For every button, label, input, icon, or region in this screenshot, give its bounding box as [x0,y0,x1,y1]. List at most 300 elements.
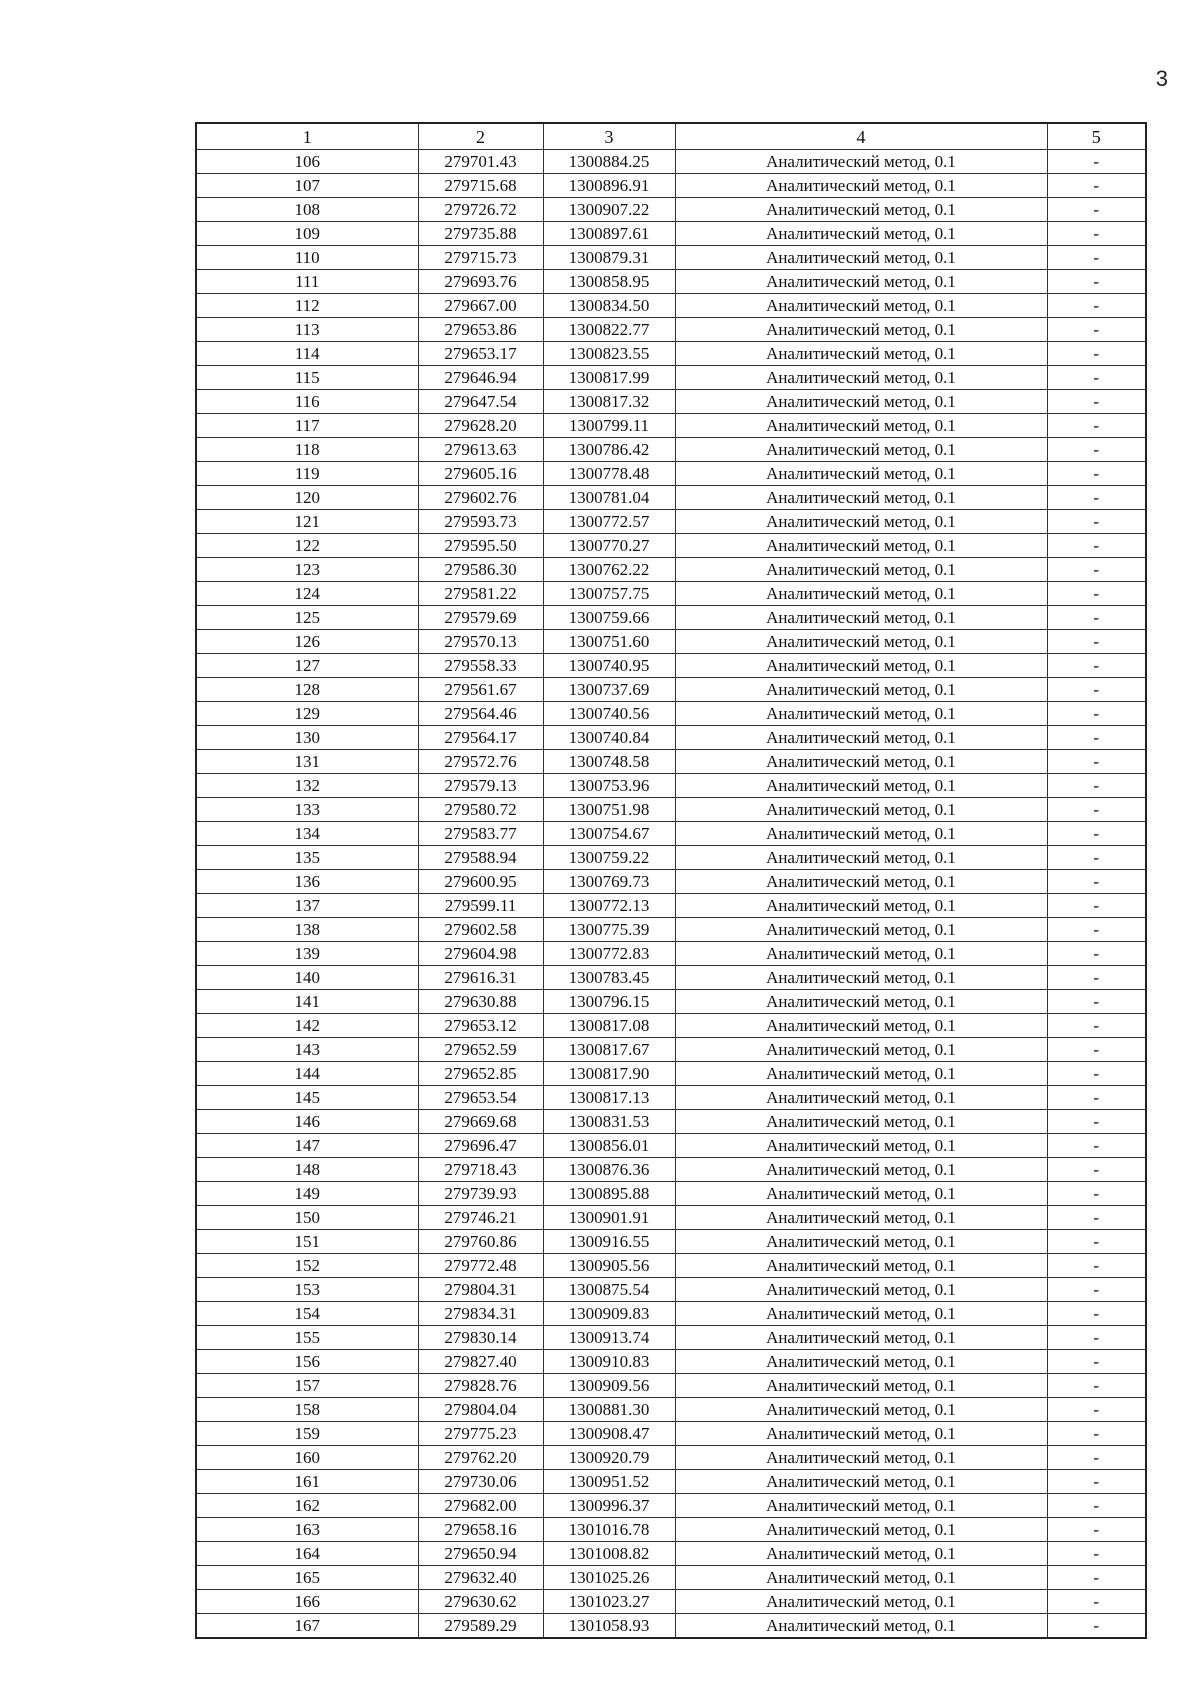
note-cell: - [1047,1230,1146,1254]
table-row [196,1182,1146,1206]
method-cell: Аналитический метод, 0.1 [675,1014,1047,1038]
table-row [196,1398,1146,1422]
point-number-cell: 125 [196,606,418,630]
method-cell: Аналитический метод, 0.1 [675,1326,1047,1350]
method-cell: Аналитический метод, 0.1 [675,414,1047,438]
y-coordinate-cell: 1300951.52 [543,1470,675,1494]
note-cell: - [1047,222,1146,246]
table-row [196,318,1146,342]
note-cell: - [1047,1086,1146,1110]
note-cell: - [1047,942,1146,966]
method-cell: Аналитический метод, 0.1 [675,846,1047,870]
y-coordinate-cell: 1300759.66 [543,606,675,630]
note-cell: - [1047,870,1146,894]
point-number-cell: 106 [196,150,418,174]
point-number-cell: 127 [196,654,418,678]
y-coordinate-cell: 1300769.73 [543,870,675,894]
x-coordinate-cell: 279669.68 [418,1110,543,1134]
note-cell: - [1047,150,1146,174]
y-coordinate-cell: 1300920.79 [543,1446,675,1470]
point-number-cell: 112 [196,294,418,318]
x-coordinate-cell: 279628.20 [418,414,543,438]
method-cell: Аналитический метод, 0.1 [675,486,1047,510]
note-cell: - [1047,486,1146,510]
x-coordinate-cell: 279570.13 [418,630,543,654]
y-coordinate-cell: 1300831.53 [543,1110,675,1134]
x-coordinate-cell: 279715.68 [418,174,543,198]
note-cell: - [1047,1470,1146,1494]
table-row [196,270,1146,294]
x-coordinate-cell: 279632.40 [418,1566,543,1590]
y-coordinate-cell: 1300817.90 [543,1062,675,1086]
note-cell: - [1047,1158,1146,1182]
note-cell: - [1047,990,1146,1014]
point-number-cell: 144 [196,1062,418,1086]
x-coordinate-cell: 279726.72 [418,198,543,222]
point-number-cell: 160 [196,1446,418,1470]
table-row [196,798,1146,822]
y-coordinate-cell: 1300796.15 [543,990,675,1014]
x-coordinate-cell: 279630.62 [418,1590,543,1614]
table-row [196,366,1146,390]
y-coordinate-cell: 1300740.84 [543,726,675,750]
point-number-cell: 114 [196,342,418,366]
y-coordinate-cell: 1300879.31 [543,246,675,270]
method-cell: Аналитический метод, 0.1 [675,1158,1047,1182]
point-number-cell: 164 [196,1542,418,1566]
method-cell: Аналитический метод, 0.1 [675,390,1047,414]
method-cell: Аналитический метод, 0.1 [675,1278,1047,1302]
x-coordinate-cell: 279653.86 [418,318,543,342]
table-row [196,990,1146,1014]
note-cell: - [1047,918,1146,942]
note-cell: - [1047,438,1146,462]
x-coordinate-cell: 279735.88 [418,222,543,246]
point-number-cell: 133 [196,798,418,822]
method-cell: Аналитический метод, 0.1 [675,246,1047,270]
y-coordinate-cell: 1300909.83 [543,1302,675,1326]
method-cell: Аналитический метод, 0.1 [675,702,1047,726]
x-coordinate-cell: 279580.72 [418,798,543,822]
x-coordinate-cell: 279653.54 [418,1086,543,1110]
y-coordinate-cell: 1300781.04 [543,486,675,510]
table-row [196,726,1146,750]
table-row [196,1446,1146,1470]
note-cell: - [1047,966,1146,990]
method-cell: Аналитический метод, 0.1 [675,678,1047,702]
note-cell: - [1047,774,1146,798]
table-row [196,1158,1146,1182]
method-cell: Аналитический метод, 0.1 [675,1590,1047,1614]
method-cell: Аналитический метод, 0.1 [675,870,1047,894]
x-coordinate-cell: 279564.46 [418,702,543,726]
coordinates-table [195,122,1147,1639]
x-coordinate-cell: 279696.47 [418,1134,543,1158]
method-cell: Аналитический метод, 0.1 [675,342,1047,366]
x-coordinate-cell: 279760.86 [418,1230,543,1254]
point-number-cell: 126 [196,630,418,654]
y-coordinate-cell: 1300876.36 [543,1158,675,1182]
table-row [196,510,1146,534]
y-coordinate-cell: 1300757.75 [543,582,675,606]
x-coordinate-cell: 279595.50 [418,534,543,558]
point-number-cell: 152 [196,1254,418,1278]
note-cell: - [1047,366,1146,390]
method-cell: Аналитический метод, 0.1 [675,1254,1047,1278]
method-cell: Аналитический метод, 0.1 [675,1422,1047,1446]
x-coordinate-cell: 279804.04 [418,1398,543,1422]
y-coordinate-cell: 1300786.42 [543,438,675,462]
point-number-cell: 156 [196,1350,418,1374]
table-row [196,150,1146,174]
y-coordinate-cell: 1300913.74 [543,1326,675,1350]
y-coordinate-cell: 1300905.56 [543,1254,675,1278]
point-number-cell: 117 [196,414,418,438]
y-coordinate-cell: 1300817.08 [543,1014,675,1038]
point-number-cell: 151 [196,1230,418,1254]
point-number-cell: 116 [196,390,418,414]
y-coordinate-cell: 1300996.37 [543,1494,675,1518]
note-cell: - [1047,1350,1146,1374]
method-cell: Аналитический метод, 0.1 [675,582,1047,606]
x-coordinate-cell: 279605.16 [418,462,543,486]
table-row [196,534,1146,558]
point-number-cell: 110 [196,246,418,270]
method-cell: Аналитический метод, 0.1 [675,654,1047,678]
y-coordinate-cell: 1300759.22 [543,846,675,870]
x-coordinate-cell: 279579.69 [418,606,543,630]
x-coordinate-cell: 279739.93 [418,1182,543,1206]
point-number-cell: 134 [196,822,418,846]
y-coordinate-cell: 1300740.95 [543,654,675,678]
note-cell: - [1047,1614,1146,1639]
table-row [196,606,1146,630]
x-coordinate-cell: 279682.00 [418,1494,543,1518]
table-row [196,918,1146,942]
table-row [196,438,1146,462]
y-coordinate-cell: 1300772.57 [543,510,675,534]
method-cell: Аналитический метод, 0.1 [675,438,1047,462]
y-coordinate-cell: 1300897.61 [543,222,675,246]
point-number-cell: 159 [196,1422,418,1446]
x-coordinate-cell: 279775.23 [418,1422,543,1446]
point-number-cell: 163 [196,1518,418,1542]
method-cell: Аналитический метод, 0.1 [675,1614,1047,1639]
table-row [196,942,1146,966]
note-cell: - [1047,1326,1146,1350]
y-coordinate-cell: 1301008.82 [543,1542,675,1566]
method-cell: Аналитический метод, 0.1 [675,462,1047,486]
table-row [196,702,1146,726]
x-coordinate-cell: 279701.43 [418,150,543,174]
note-cell: - [1047,1542,1146,1566]
y-coordinate-cell: 1300751.98 [543,798,675,822]
point-number-cell: 148 [196,1158,418,1182]
table-row [196,654,1146,678]
x-coordinate-cell: 279730.06 [418,1470,543,1494]
table-row [196,486,1146,510]
note-cell: - [1047,558,1146,582]
y-coordinate-cell: 1300856.01 [543,1134,675,1158]
note-cell: - [1047,1494,1146,1518]
point-number-cell: 155 [196,1326,418,1350]
y-coordinate-cell: 1300740.56 [543,702,675,726]
note-cell: - [1047,510,1146,534]
column-header-1: 1 [196,123,418,150]
table-row [196,1014,1146,1038]
point-number-cell: 157 [196,1374,418,1398]
table-row [196,342,1146,366]
x-coordinate-cell: 279653.12 [418,1014,543,1038]
note-cell: - [1047,1302,1146,1326]
x-coordinate-cell: 279613.63 [418,438,543,462]
table-row [196,1566,1146,1590]
note-cell: - [1047,1206,1146,1230]
x-coordinate-cell: 279647.54 [418,390,543,414]
note-cell: - [1047,1134,1146,1158]
method-cell: Аналитический метод, 0.1 [675,270,1047,294]
point-number-cell: 145 [196,1086,418,1110]
table-row [196,1494,1146,1518]
method-cell: Аналитический метод, 0.1 [675,918,1047,942]
method-cell: Аналитический метод, 0.1 [675,1542,1047,1566]
y-coordinate-cell: 1300751.60 [543,630,675,654]
x-coordinate-cell: 279581.22 [418,582,543,606]
note-cell: - [1047,750,1146,774]
note-cell: - [1047,630,1146,654]
note-cell: - [1047,606,1146,630]
point-number-cell: 154 [196,1302,418,1326]
y-coordinate-cell: 1300823.55 [543,342,675,366]
point-number-cell: 120 [196,486,418,510]
y-coordinate-cell: 1300909.56 [543,1374,675,1398]
x-coordinate-cell: 279583.77 [418,822,543,846]
note-cell: - [1047,534,1146,558]
point-number-cell: 131 [196,750,418,774]
note-cell: - [1047,198,1146,222]
method-cell: Аналитический метод, 0.1 [675,1374,1047,1398]
y-coordinate-cell: 1300907.22 [543,198,675,222]
table-row [196,1590,1146,1614]
point-number-cell: 150 [196,1206,418,1230]
x-coordinate-cell: 279589.29 [418,1614,543,1639]
column-header-3: 3 [543,123,675,150]
table-row [196,1614,1146,1639]
note-cell: - [1047,582,1146,606]
y-coordinate-cell: 1300762.22 [543,558,675,582]
y-coordinate-cell: 1300817.32 [543,390,675,414]
table-body [196,150,1146,1639]
table-row [196,294,1146,318]
table-row [196,1278,1146,1302]
point-number-cell: 141 [196,990,418,1014]
table-row [196,630,1146,654]
note-cell: - [1047,894,1146,918]
x-coordinate-cell: 279828.76 [418,1374,543,1398]
y-coordinate-cell: 1300817.99 [543,366,675,390]
table-row [196,1254,1146,1278]
table-row [196,1230,1146,1254]
method-cell: Аналитический метод, 0.1 [675,318,1047,342]
table-row [196,1038,1146,1062]
table-row [196,1518,1146,1542]
point-number-cell: 158 [196,1398,418,1422]
table-row [196,1374,1146,1398]
method-cell: Аналитический метод, 0.1 [675,1350,1047,1374]
note-cell: - [1047,318,1146,342]
method-cell: Аналитический метод, 0.1 [675,630,1047,654]
table-row [196,1326,1146,1350]
x-coordinate-cell: 279593.73 [418,510,543,534]
x-coordinate-cell: 279772.48 [418,1254,543,1278]
table-row [196,462,1146,486]
table-row [196,1470,1146,1494]
point-number-cell: 111 [196,270,418,294]
column-header-4: 4 [675,123,1047,150]
y-coordinate-cell: 1300884.25 [543,150,675,174]
table-row [196,822,1146,846]
table-row [196,246,1146,270]
method-cell: Аналитический метод, 0.1 [675,726,1047,750]
note-cell: - [1047,1398,1146,1422]
x-coordinate-cell: 279564.17 [418,726,543,750]
x-coordinate-cell: 279599.11 [418,894,543,918]
table-row [196,1134,1146,1158]
table-row [196,1542,1146,1566]
method-cell: Аналитический метод, 0.1 [675,798,1047,822]
y-coordinate-cell: 1300753.96 [543,774,675,798]
method-cell: Аналитический метод, 0.1 [675,366,1047,390]
point-number-cell: 149 [196,1182,418,1206]
table-row [196,390,1146,414]
x-coordinate-cell: 279718.43 [418,1158,543,1182]
table-row [196,198,1146,222]
point-number-cell: 138 [196,918,418,942]
y-coordinate-cell: 1300916.55 [543,1230,675,1254]
point-number-cell: 119 [196,462,418,486]
table-row [196,1206,1146,1230]
table-row [196,894,1146,918]
y-coordinate-cell: 1300737.69 [543,678,675,702]
x-coordinate-cell: 279630.88 [418,990,543,1014]
point-number-cell: 107 [196,174,418,198]
table-row [196,750,1146,774]
note-cell: - [1047,1590,1146,1614]
point-number-cell: 122 [196,534,418,558]
table-row [196,846,1146,870]
method-cell: Аналитический метод, 0.1 [675,1038,1047,1062]
point-number-cell: 147 [196,1134,418,1158]
table-row [196,558,1146,582]
table-row [196,1062,1146,1086]
x-coordinate-cell: 279604.98 [418,942,543,966]
table-row [196,582,1146,606]
method-cell: Аналитический метод, 0.1 [675,510,1047,534]
method-cell: Аналитический метод, 0.1 [675,1182,1047,1206]
y-coordinate-cell: 1300910.83 [543,1350,675,1374]
note-cell: - [1047,1422,1146,1446]
y-coordinate-cell: 1300895.88 [543,1182,675,1206]
method-cell: Аналитический метод, 0.1 [675,198,1047,222]
y-coordinate-cell: 1300772.13 [543,894,675,918]
y-coordinate-cell: 1300775.39 [543,918,675,942]
method-cell: Аналитический метод, 0.1 [675,1086,1047,1110]
y-coordinate-cell: 1301016.78 [543,1518,675,1542]
note-cell: - [1047,1446,1146,1470]
y-coordinate-cell: 1300822.77 [543,318,675,342]
x-coordinate-cell: 279646.94 [418,366,543,390]
method-cell: Аналитический метод, 0.1 [675,606,1047,630]
table-row [196,174,1146,198]
x-coordinate-cell: 279588.94 [418,846,543,870]
table-row [196,1302,1146,1326]
y-coordinate-cell: 1300875.54 [543,1278,675,1302]
method-cell: Аналитический метод, 0.1 [675,534,1047,558]
note-cell: - [1047,246,1146,270]
point-number-cell: 118 [196,438,418,462]
x-coordinate-cell: 279715.73 [418,246,543,270]
column-header-5: 5 [1047,123,1146,150]
point-number-cell: 153 [196,1278,418,1302]
note-cell: - [1047,270,1146,294]
method-cell: Аналитический метод, 0.1 [675,150,1047,174]
point-number-cell: 124 [196,582,418,606]
point-number-cell: 121 [196,510,418,534]
note-cell: - [1047,1518,1146,1542]
y-coordinate-cell: 1300799.11 [543,414,675,438]
note-cell: - [1047,846,1146,870]
note-cell: - [1047,294,1146,318]
method-cell: Аналитический метод, 0.1 [675,1470,1047,1494]
note-cell: - [1047,1110,1146,1134]
point-number-cell: 113 [196,318,418,342]
method-cell: Аналитический метод, 0.1 [675,942,1047,966]
table-row [196,1350,1146,1374]
y-coordinate-cell: 1301025.26 [543,1566,675,1590]
note-cell: - [1047,174,1146,198]
method-cell: Аналитический метод, 0.1 [675,1398,1047,1422]
x-coordinate-cell: 279827.40 [418,1350,543,1374]
column-header-2: 2 [418,123,543,150]
x-coordinate-cell: 279667.00 [418,294,543,318]
y-coordinate-cell: 1300778.48 [543,462,675,486]
point-number-cell: 143 [196,1038,418,1062]
table-row [196,870,1146,894]
note-cell: - [1047,1254,1146,1278]
y-coordinate-cell: 1300858.95 [543,270,675,294]
x-coordinate-cell: 279746.21 [418,1206,543,1230]
method-cell: Аналитический метод, 0.1 [675,1230,1047,1254]
point-number-cell: 167 [196,1614,418,1639]
point-number-cell: 129 [196,702,418,726]
note-cell: - [1047,702,1146,726]
note-cell: - [1047,798,1146,822]
table-row [196,1110,1146,1134]
method-cell: Аналитический метод, 0.1 [675,750,1047,774]
x-coordinate-cell: 279650.94 [418,1542,543,1566]
note-cell: - [1047,342,1146,366]
x-coordinate-cell: 279579.13 [418,774,543,798]
note-cell: - [1047,678,1146,702]
table-row [196,222,1146,246]
y-coordinate-cell: 1300881.30 [543,1398,675,1422]
method-cell: Аналитический метод, 0.1 [675,174,1047,198]
point-number-cell: 136 [196,870,418,894]
note-cell: - [1047,654,1146,678]
table-header-row [196,123,1146,150]
x-coordinate-cell: 279658.16 [418,1518,543,1542]
x-coordinate-cell: 279558.33 [418,654,543,678]
